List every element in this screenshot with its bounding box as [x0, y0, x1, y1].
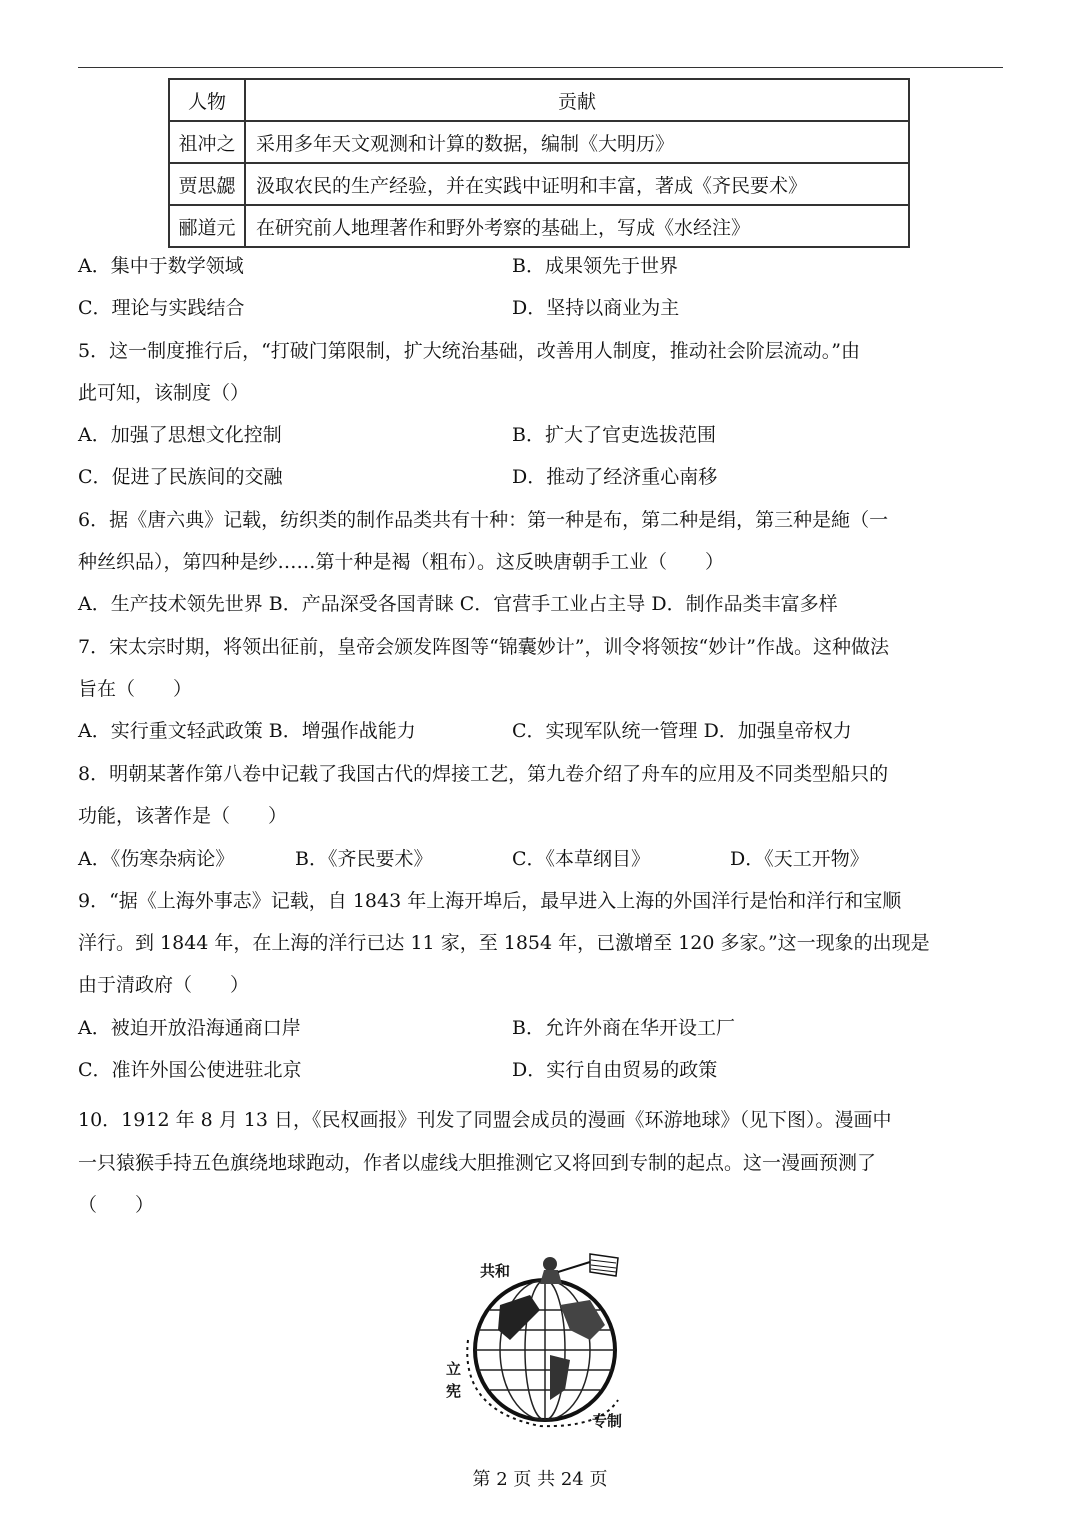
q4-option-a: A．集中于数学领域 [78, 255, 244, 277]
table-header-row [169, 79, 909, 121]
table-cell-person: 贾思勰 [169, 163, 245, 205]
contribution-table [168, 78, 910, 248]
table-cell-contribution: 在研究前人地理著作和野外考察的基础上，写成《水经注》 [245, 205, 909, 247]
q5-stem-line-2: 此可知，该制度（） [78, 382, 250, 404]
label-gonghe: 共和 [480, 1262, 511, 1280]
q9-stem-line-1: 9．“据《上海外事志》记载，自 1843 年上海开埠后，最早进入上海的外国洋行是怡和洋行和宝顺 [78, 890, 902, 912]
q8-stem-line-2: 功能，该著作是（ ） [78, 805, 288, 827]
monkey-head [543, 1257, 557, 1271]
page-footer: 第 2 页 共 24 页 [472, 1469, 608, 1490]
globe-cartoon-figure [440, 1250, 640, 1430]
q5-option-b: B．扩大了官吏选拔范围 [512, 424, 716, 446]
table-header-contribution: 贡献 [245, 79, 909, 121]
q4-option-b: B．成果领先于世界 [512, 255, 678, 277]
table-cell-person: 郦道元 [169, 205, 245, 247]
label-li: 立 [446, 1360, 462, 1378]
q6-options: A．生产技术领先世界 B．产品深受各国青睐 C．官营手工业占主导 D．制作品类丰富多样 [78, 593, 838, 615]
q5-stem-line-1: 5．这一制度推行后，“打破门第限制，扩大统治基础，改善用人制度，推动社会阶层流动。”由 [78, 340, 861, 362]
q6-stem-line-2: 种丝织品），第四种是纱……第十种是褐（粗布）。这反映唐朝手工业（ ） [78, 551, 725, 573]
q4-option-c: C．理论与实践结合 [78, 297, 245, 319]
q9-option-d: D．实行自由贸易的政策 [512, 1059, 718, 1081]
header-rule [78, 67, 1003, 68]
label-xian: 宪 [446, 1382, 462, 1400]
q7-options-ab: A．实行重文轻武政策 B．增强作战能力 [78, 720, 416, 742]
q9-stem-line-2: 洋行。到 1844 年，在上海的洋行已达 11 家，至 1854 年，已激增至 120 多家。”这一现象的出现是 [78, 932, 930, 954]
table-cell-contribution: 汲取农民的生产经验，并在实践中证明和丰富，著成《齐民要术》 [245, 163, 909, 205]
q10-stem-line-3: （ ） [78, 1194, 155, 1216]
q9-stem-line-3: 由于清政府（ ） [78, 974, 250, 996]
q4-option-d: D．坚持以商业为主 [512, 297, 680, 319]
q9-option-a: A．被迫开放沿海通商口岸 [78, 1017, 301, 1039]
table-row [169, 121, 909, 163]
q5-option-c: C．促进了民族间的交融 [78, 466, 283, 488]
q7-options-cd: C．实现军队统一管理 D．加强皇帝权力 [512, 720, 852, 742]
table-header-person: 人物 [169, 79, 245, 121]
q5-option-d: D．推动了经济重心南移 [512, 466, 718, 488]
q5-option-a: A．加强了思想文化控制 [78, 424, 282, 446]
q9-option-c: C．准许外国公使进驻北京 [78, 1059, 302, 1081]
q10-stem-line-2: 一只猿猴手持五色旗绕地球跑动，作者以虚线大胆推测它又将回到专制的起点。这一漫画预测了 [78, 1152, 877, 1174]
q9-option-b: B．允许外商在华开设工厂 [512, 1017, 735, 1039]
q8-option-a: A．《伤寒杂病论》 [78, 848, 235, 870]
q8-option-d: D．《天工开物》 [730, 848, 869, 870]
table-row [169, 163, 909, 205]
flag-pole [558, 1262, 590, 1272]
table-row [169, 205, 909, 247]
q10-stem-line-1: 10．1912 年 8 月 13 日，《民权画报》刊发了同盟会成员的漫画《环游地球》（见下图）。漫画中 [78, 1109, 892, 1131]
q7-stem-line-1: 7．宋太宗时期，将领出征前，皇帝会颁发阵图等“锦囊妙计”，训令将领按“妙计”作战。这种做法 [78, 636, 889, 658]
q6-stem-line-1: 6．据《唐六典》记载，纺织类的制作品类共有十种：第一种是布，第二种是绢，第三种是絁（一 [78, 509, 889, 531]
label-zhuanzhi: 专制 [592, 1412, 623, 1430]
q8-stem-line-1: 8．明朝某著作第八卷中记载了我国古代的焊接工艺，第九卷介绍了舟车的应用及不同类型船只的 [78, 763, 889, 785]
globe-cartoon-svg [440, 1250, 640, 1430]
q8-option-c: C．《本草纲目》 [512, 848, 651, 870]
table-cell-contribution: 采用多年天文观测和计算的数据，编制《大明历》 [245, 121, 909, 163]
q8-option-b: B．《齐民要术》 [295, 848, 433, 870]
table-cell-person: 祖冲之 [169, 121, 245, 163]
q7-stem-line-2: 旨在（ ） [78, 678, 193, 700]
